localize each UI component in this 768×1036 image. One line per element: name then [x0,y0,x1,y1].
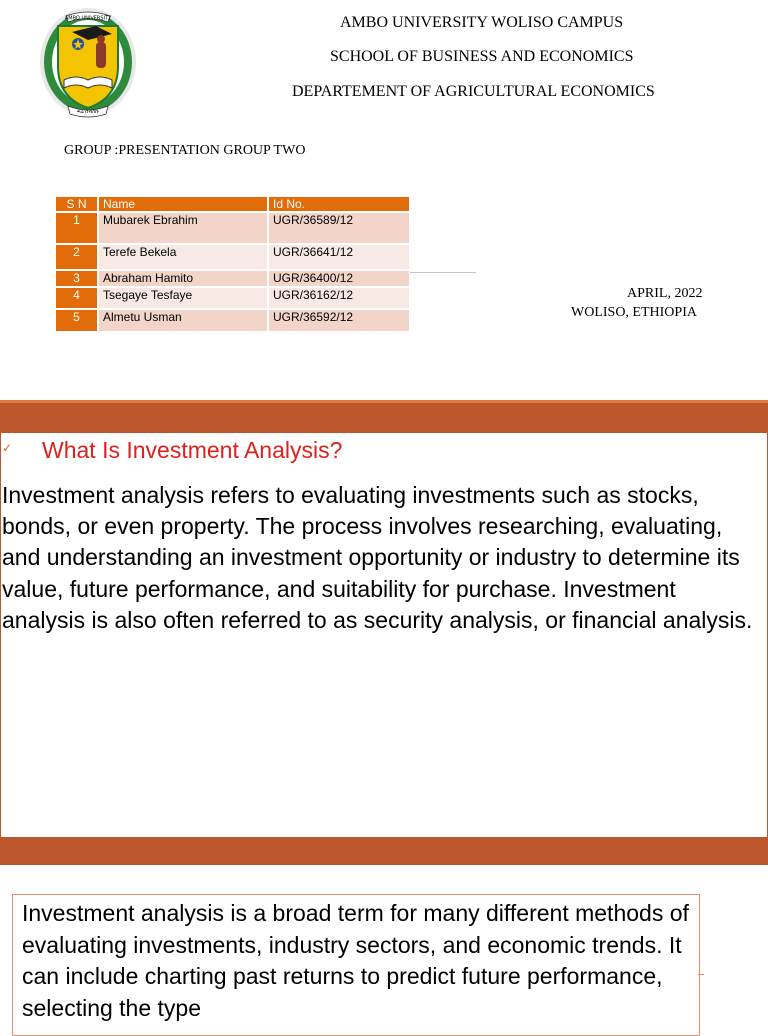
table-row [56,270,410,287]
row-sn: 3 [56,270,98,287]
header-sn: S N [56,197,98,212]
members-table [56,197,411,331]
logo-bottom-text: ፍሬ ሰብስቡ [77,109,99,115]
group-title: GROUP :PRESENTATION GROUP TWO [64,143,306,158]
slide2-body: Investment analysis refers to evaluating investments such as stocks, bonds, or even property. The process involves researching, evaluating, and understanding an investment opportunity or industry to determine its value, future performance, and suitability for purchase. Investment analysis is also often referred to as security analysis, or financial analysis. [2,482,753,633]
row-name: Almetu Usman [98,309,268,331]
header-id: Id No. [268,197,410,212]
divider-line [410,272,476,273]
row-sn: 1 [56,212,98,244]
row-name: Tsegaye Tesfaye [98,287,268,309]
table-row [56,212,410,244]
row-id: UGR/36162/12 [268,287,410,309]
presentation-date: APRIL, 2022 [627,286,703,301]
row-name: Abraham Hamito [98,270,268,287]
slide3-edge-mark [698,974,704,975]
slide2-bottom-bar [0,838,768,865]
table-row [56,244,410,270]
table-row [56,287,410,309]
row-name: Terefe Bekela [98,244,268,270]
row-id: UGR/36589/12 [268,212,410,244]
check-icon: ✓ [2,441,13,455]
row-id: UGR/36592/12 [268,309,410,331]
university-logo [36,4,140,122]
row-sn: 2 [56,244,98,270]
logo-top-text: AMBO UNIVERSITY [64,15,112,22]
slide2-top-bar [0,400,768,433]
presentation-location: WOLISO, ETHIOPIA [571,305,697,320]
department-name: DEPARTEMENT OF AGRICULTURAL ECONOMICS [292,83,655,100]
slide2-title: What Is Investment Analysis? [42,437,343,463]
slide3-body: Investment analysis is a broad term for many different methods of evaluating investments, industry sectors, and economic trends. It can include charting past returns to predict future performance, selecting the type [22,900,689,1021]
table-header-row [56,197,410,212]
table-row [56,309,410,331]
school-name: SCHOOL OF BUSINESS AND ECONOMICS [330,48,634,65]
row-name: Mubarek Ebrahim [98,212,268,244]
header-name: Name [98,197,268,212]
row-sn: 5 [56,309,98,331]
row-sn: 4 [56,287,98,309]
row-id: UGR/36400/12 [268,270,410,287]
university-name: AMBO UNIVERSITY WOLISO CAMPUS [340,14,624,31]
row-id: UGR/36641/12 [268,244,410,270]
